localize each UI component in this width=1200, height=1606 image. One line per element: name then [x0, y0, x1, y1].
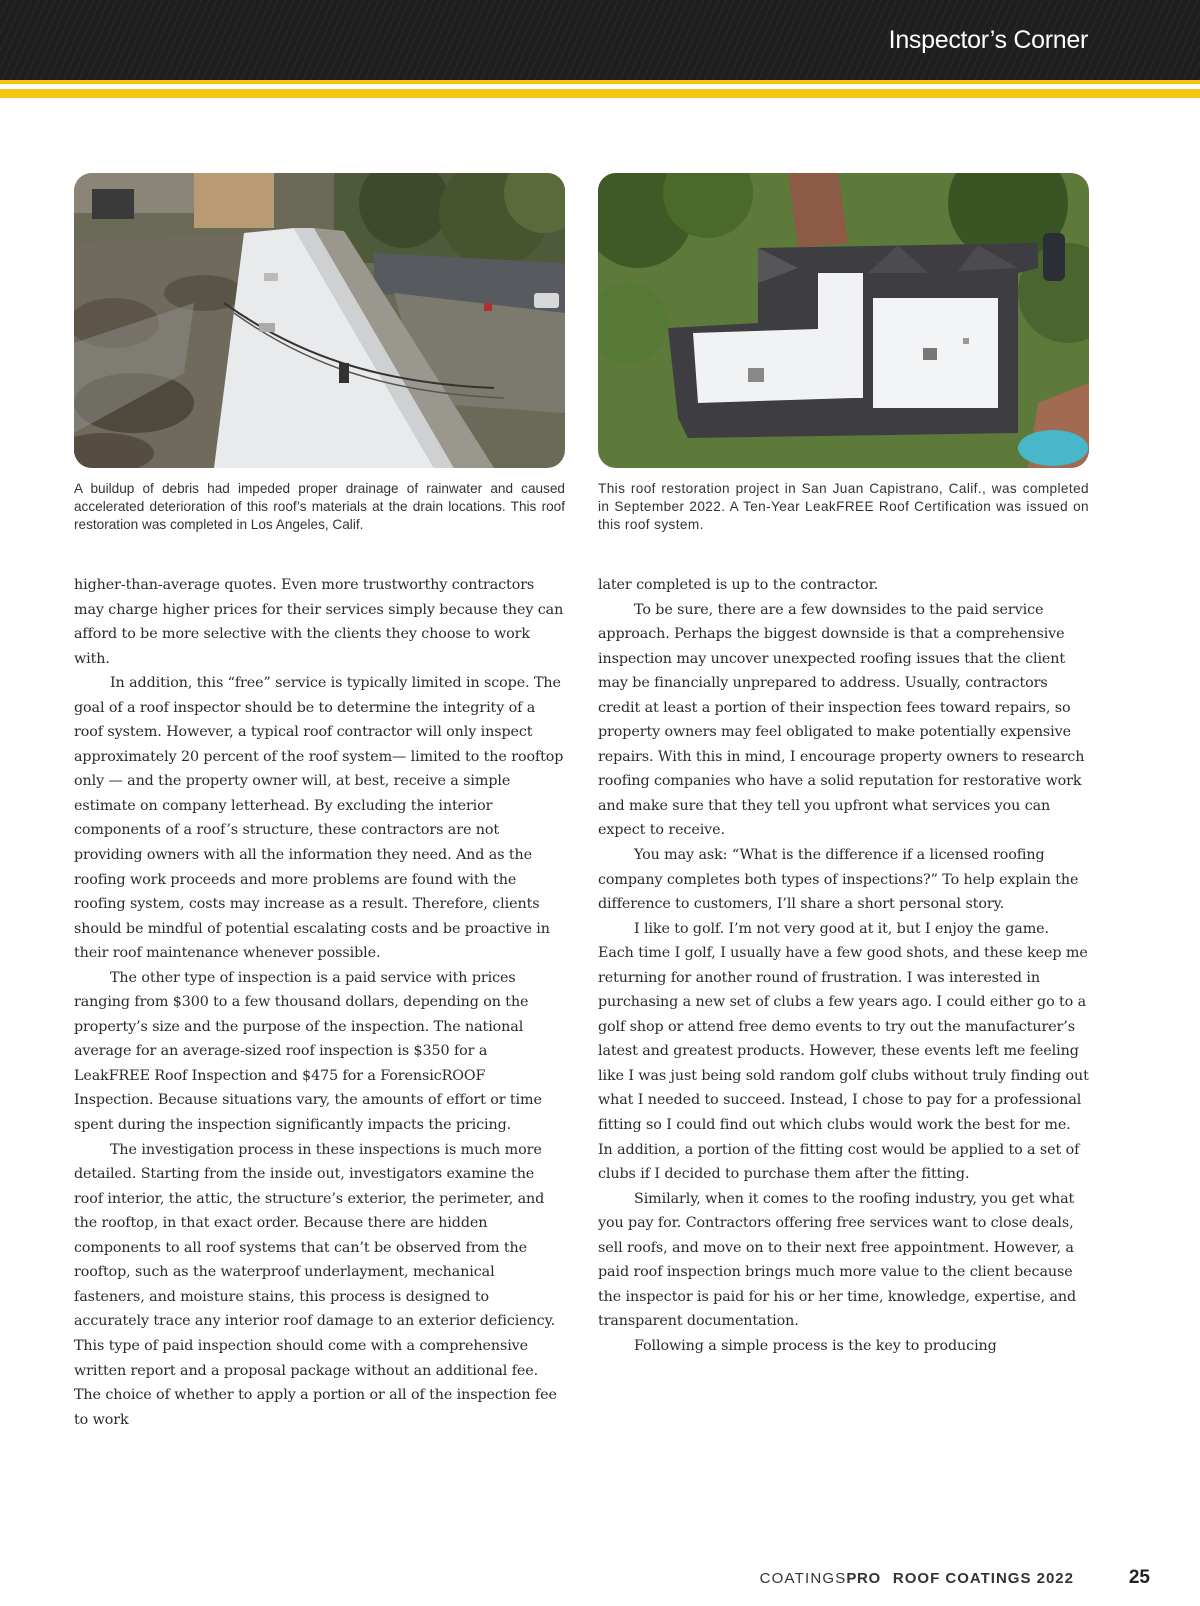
rooftop-debris-photo — [74, 173, 565, 468]
publication-name-bold: PRO — [846, 1570, 881, 1587]
article-column-left — [74, 573, 565, 1432]
figure-2-photo — [598, 173, 1089, 468]
paragraph: Following a simple process is the key to producing — [634, 1337, 997, 1354]
section-header-band — [0, 0, 1200, 80]
figure-2-caption: This roof restoration project in San Juan Capistrano, Calif., was completed in September 2022. A Ten-Year LeakFREE Roof Certification was issued on this roof system. — [598, 481, 1089, 532]
paragraph: higher-than-average quotes. Even more trustworthy contractors may charge higher prices for their services simply because they can afford to be more selective with the clients they choose to work with. — [74, 577, 564, 667]
page-footer — [760, 1570, 1074, 1587]
paragraph: In addition, this “free” service is typically limited in scope. The goal of a roof inspector should be to determine the integrity of a roof system. However, a typical roof contractor will only inspect approximately 20 percent of the roof system— limited to the rooftop only — and the property owner will, at best, receive a simple estimate on company letterhead. By excluding the interior components of a roof’s structure, these contractors are not providing owners with all the information they need. And as the roofing work proceeds and more problems are found with the roofing system, costs may increase as a result. Therefore, clients should be mindful of potential escalating costs and be proactive in their roof maintenance whenever possible. — [74, 675, 564, 962]
paragraph: To be sure, there are a few downsides to the paid service approach. Perhaps the biggest downside is that a comprehensive inspection may uncover unexpected roofing issues that the client may be financially unprepared to address. Usually, contractors credit at least a portion of their inspection fees toward repairs, so property owners may feel obligated to make potentially expensive repairs. With this in mind, I encourage property owners to research roofing companies who have a solid reputation for restorative work and make sure that they tell you upfront what services you can expect to receive. — [598, 601, 1085, 839]
issue-title: ROOF COATINGS 2022 — [892, 1570, 1074, 1587]
figure-1-caption: A buildup of debris had impeded proper drainage of rainwater and caused accelerated deterioration of this roof’s materials at the drain locations. This roof restoration was completed in Los Angeles, Calif. — [74, 481, 565, 532]
aerial-roof-photo — [598, 173, 1089, 468]
paragraph: You may ask: “What is the difference if a licensed roofing company completes both types of inspections?” To help explain the difference to customers, I’ll share a short personal story. — [598, 847, 1079, 913]
section-title: Inspector’s Corner — [888, 26, 1088, 54]
paragraph: later completed is up to the contractor. — [598, 577, 879, 593]
page-number: 25 — [1128, 1567, 1150, 1588]
publication-name-light: COATINGS — [759, 1570, 847, 1587]
header-accent-rule-thick — [0, 89, 1200, 98]
figure-1-photo — [74, 173, 565, 468]
paragraph: The other type of inspection is a paid service with prices ranging from $300 to a few thousand dollars, depending on the property’s size and the purpose of the inspection. The national average for an average-sized roof inspection is $350 for a LeakFREE Roof Inspection and $475 for a ForensicROOF Inspection. Because situations vary, the amounts of effort or time spent during the inspection significantly impacts the pricing. — [74, 969, 542, 1134]
article-column-right — [598, 573, 1089, 1359]
paragraph: Similarly, when it comes to the roofing industry, you get what you pay for. Contractors offering free services want to close deals, sell roofs, and move on to their next free appointment. However, a paid roof inspection brings much more value to the client because the inspector is paid for his or her time, knowledge, expertise, and transparent documentation. — [598, 1190, 1077, 1330]
paragraph: The investigation process in these inspections is much more detailed. Starting from the inside out, investigators examine the roof interior, the attic, the structure’s exterior, the perimeter, and the rooftop, in that exact order. Because there are hidden components to all roof systems that can’t be observed from the rooftop, such as the waterproof underlayment, mechanical fasteners, and moisture stains, this process is designed to accurately trace any interior roof damage to an exterior deficiency. This type of paid inspection should come with a comprehensive written report and a proposal package without an additional fee. The choice of whether to apply a portion or all of the inspection fee to work — [74, 1141, 557, 1428]
paragraph: I like to golf. I’m not very good at it, but I enjoy the game. Each time I golf, I usually have a few good shots, and these keep me returning for another round of frustration. I was interested in purchasing a new set of clubs a few years ago. I could either go to a golf shop or attend free demo events to try out the manufacturer’s latest and greatest products. However, these events left me feeling like I was just being sold random golf clubs without truly finding out what I needed to succeed. Instead, I chose to pay for a professional fitting so I could find out which clubs would work the best for me. In addition, a portion of the fitting cost would be applied to a set of clubs if I decided to purchase them after the fitting. — [598, 920, 1089, 1183]
